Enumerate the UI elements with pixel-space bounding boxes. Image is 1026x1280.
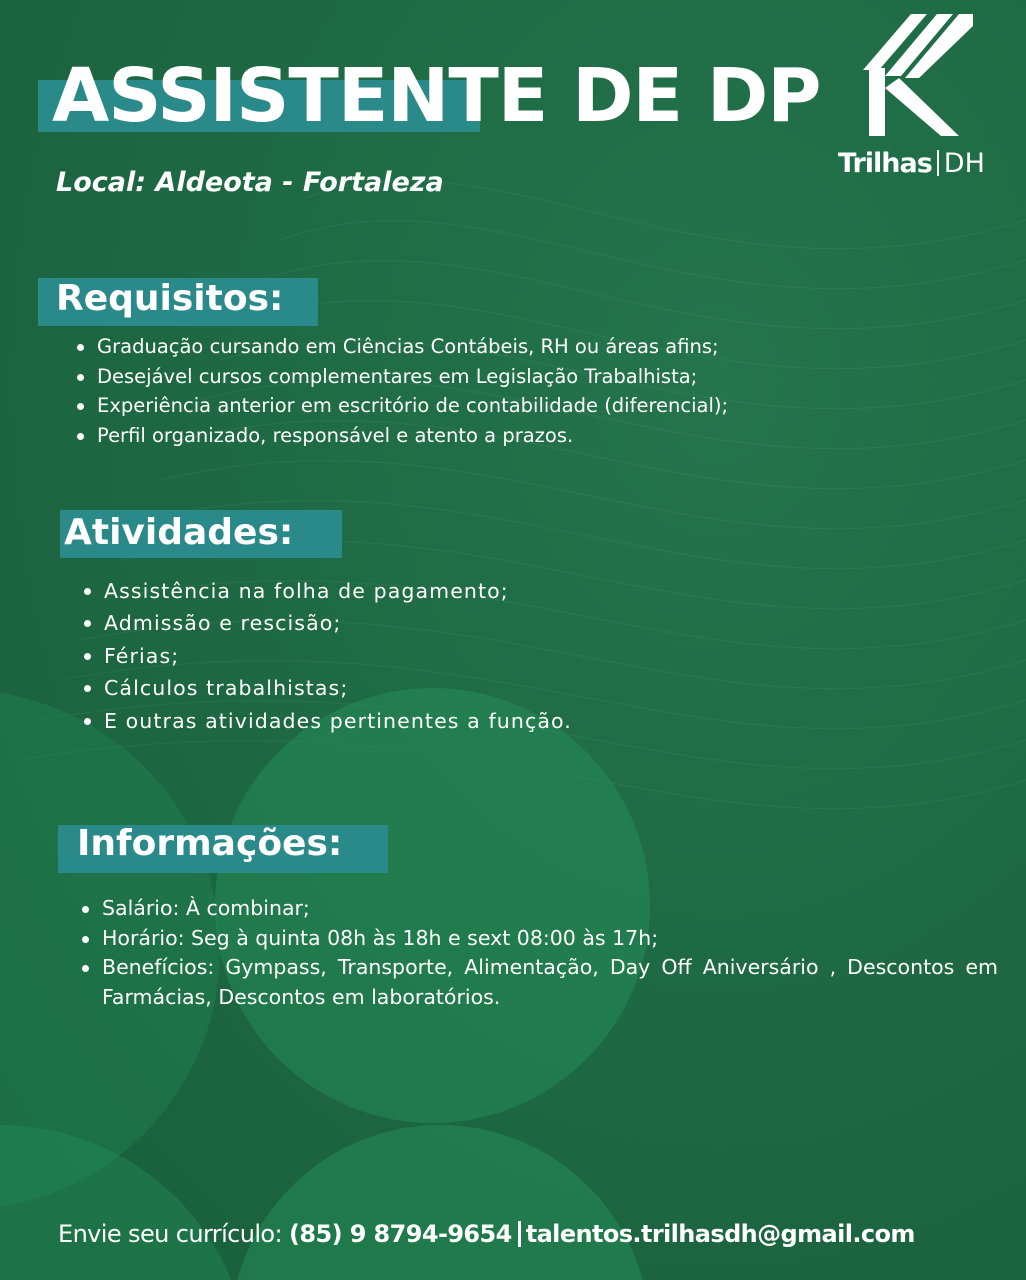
list-item: Assistência na folha de pagamento;: [82, 575, 572, 607]
contact-label: Envie seu currículo:: [58, 1220, 282, 1248]
contact-footer: [58, 1220, 915, 1248]
list-item: Admissão e rescisão;: [82, 607, 572, 639]
list-item: Cálculos trabalhistas;: [82, 672, 572, 704]
location-label: Local: Aldeota - Fortaleza: [56, 167, 444, 198]
requisitos-heading: Requisitos:: [56, 278, 284, 319]
list-item: Salário: À combinar;: [80, 894, 998, 924]
list-item: E outras atividades pertinentes a função.: [82, 705, 572, 737]
list-item: Férias;: [82, 640, 572, 672]
atividades-heading: Atividades:: [64, 512, 294, 553]
list-item: Benefícios: Gympass, Transporte, Alimentação, Day Off Aniversário , Descontos em Farmácias, Descontos em laboratórios.: [80, 953, 998, 1012]
brand-name-bold: Trilhas: [838, 148, 932, 179]
contact-phone[interactable]: (85) 9 8794-9654: [289, 1220, 512, 1248]
trilhas-k-logo-icon: [855, 12, 975, 140]
list-item: Experiência anterior em escritório de contabilidade (diferencial);: [75, 391, 728, 421]
informacoes-list: [80, 894, 998, 1012]
atividades-list: [82, 575, 572, 737]
list-item: Horário: Seg à quinta 08h às 18h e sext 08:00 às 17h;: [80, 924, 998, 954]
contact-separator: [518, 1221, 521, 1247]
list-item: Perfil organizado, responsável e atento a prazos.: [75, 421, 728, 451]
list-item: Graduação cursando em Ciências Contábeis, RH ou áreas afins;: [75, 332, 728, 362]
informacoes-heading: Informações:: [77, 823, 343, 864]
contact-email[interactable]: talentos.trilhasdh@gmail.com: [525, 1220, 915, 1248]
brand-name-light: DH: [943, 148, 985, 179]
brand-separator: [937, 150, 939, 176]
brand-wordmark: [838, 148, 985, 179]
page-title: ASSISTENTE DE DP: [52, 53, 821, 139]
requisitos-list: [75, 332, 728, 450]
list-item: Desejável cursos complementares em Legislação Trabalhista;: [75, 362, 728, 392]
